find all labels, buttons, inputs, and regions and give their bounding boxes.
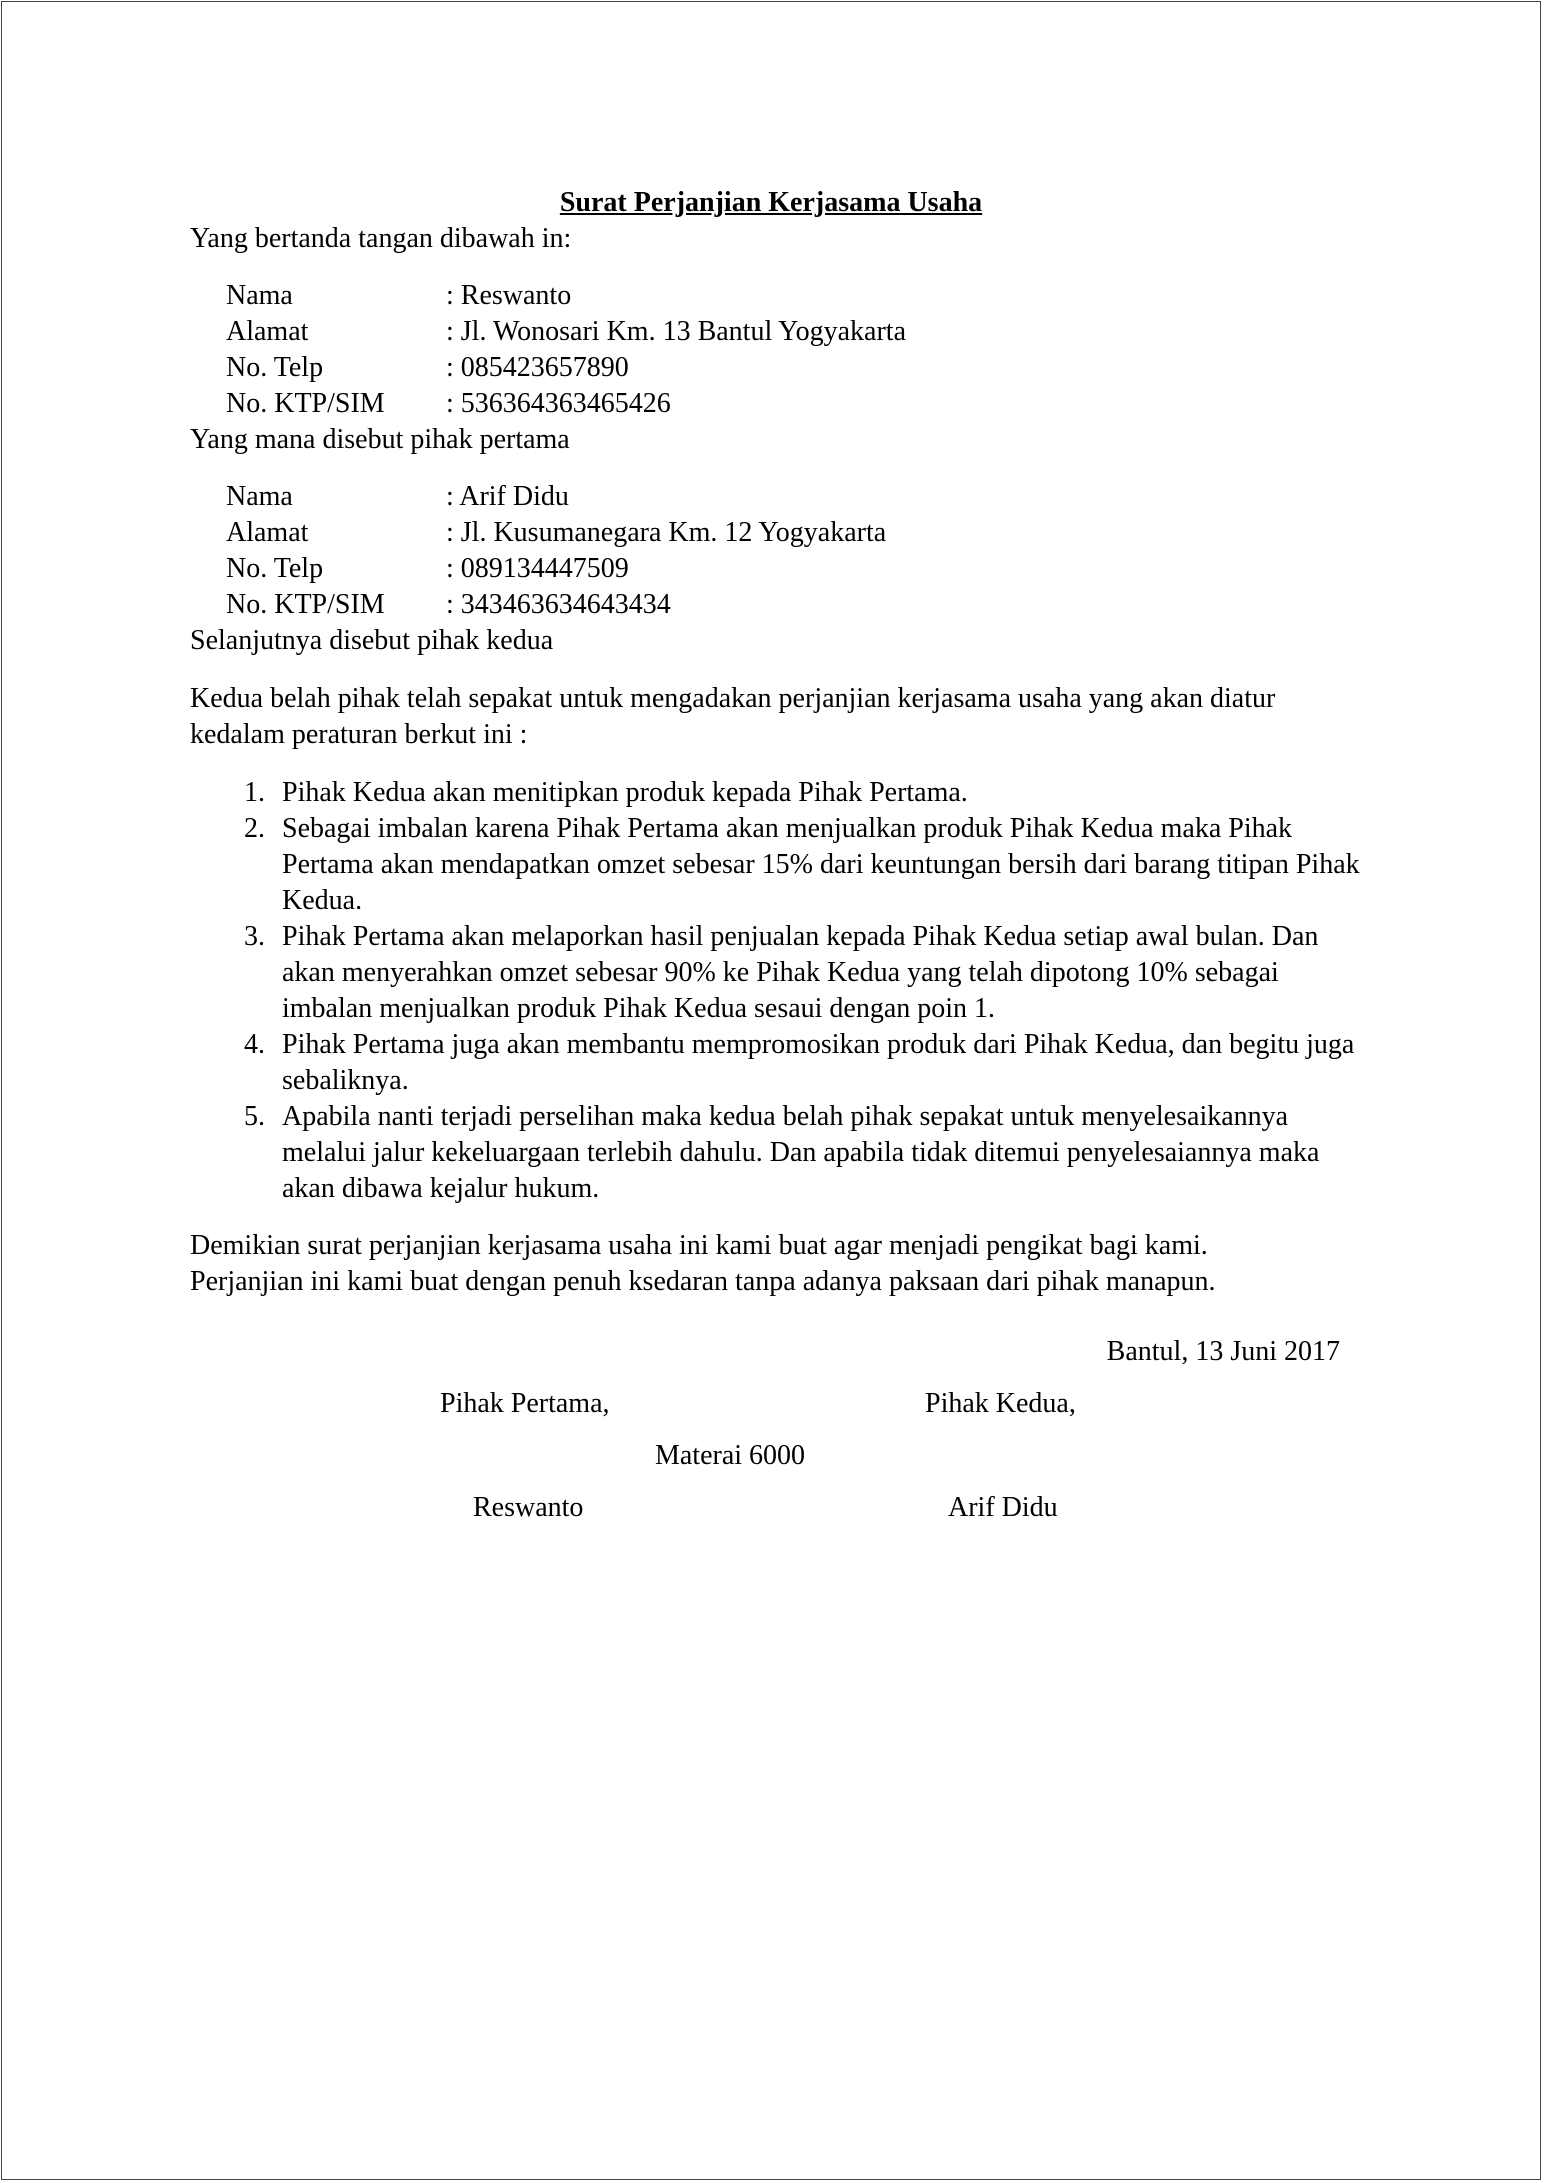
clause-list xyxy=(190,775,1360,1207)
agreement-letter xyxy=(190,185,1360,1526)
clause-number: 5. xyxy=(244,1101,265,1132)
field-value: : Jl. Kusumanegara Km. 12 Yogyakarta xyxy=(446,517,887,548)
clause-text: Pihak Pertama akan melaporkan hasil penjualan kepada Pihak Kedua setiap awal bulan. Dan akan menyerahkan omzet sebesar 90% ke Pihak Kedua yang telah dipotong 10% sebagai imbalan menjualkan produk Pihak Kedua sesaui dengan poin 1. xyxy=(282,921,1319,1024)
field-value: : Jl. Wonosari Km. 13 Bantul Yogyakarta xyxy=(446,316,906,347)
clause-number: 4. xyxy=(244,1029,265,1060)
party-two-id-row xyxy=(226,587,1360,623)
party-one-phone-row xyxy=(226,350,1360,386)
document-title: Surat Perjanjian Kerjasama Usaha xyxy=(559,187,983,218)
field-label: Alamat xyxy=(226,316,309,347)
clause-text: Sebagai imbalan karena Pihak Pertama akan menjualkan produk Pihak Kedua maka Pihak Pertama akan mendapatkan omzet sebesar 15% dari keuntungan bersih dari barang titipan Pihak Kedua. xyxy=(282,813,1360,916)
clause-text: Pihak Kedua akan menitipkan produk kepada Pihak Pertama. xyxy=(282,777,968,808)
field-label: No. Telp xyxy=(226,352,324,383)
field-label: No. KTP/SIM xyxy=(226,589,385,620)
party-one-id-row xyxy=(226,386,1360,422)
party-two-name-row xyxy=(226,479,1360,515)
clause-number: 2. xyxy=(244,813,265,844)
field-label: Nama xyxy=(226,481,293,512)
party-one-signature-label: Pihak Pertama, xyxy=(440,1388,610,1419)
field-value: : 089134447509 xyxy=(446,553,629,584)
intro-line: Yang bertanda tangan dibawah in: xyxy=(190,223,572,254)
list-item xyxy=(190,775,1360,811)
field-value: : 343463634643434 xyxy=(446,589,671,620)
party-one-address-row xyxy=(226,314,1360,350)
field-label: Alamat xyxy=(226,517,309,548)
agreement-intro: Kedua belah pihak telah sepakat untuk mengadakan perjanjian kerjasama usaha yang akan diatur kedalam peraturan berkut ini : xyxy=(190,683,1276,750)
party-two-designation: Selanjutnya disebut pihak kedua xyxy=(190,625,554,656)
party-two-phone-row xyxy=(226,551,1360,587)
party-two-signatory: Arif Didu xyxy=(948,1492,1058,1523)
clause-number: 3. xyxy=(244,921,265,952)
list-item xyxy=(190,811,1360,919)
field-label: No. Telp xyxy=(226,553,324,584)
clause-number: 1. xyxy=(244,777,265,808)
field-label: Nama xyxy=(226,280,293,311)
party-two-address-row xyxy=(226,515,1360,551)
party-one-signatory: Reswanto xyxy=(473,1492,584,1523)
field-value: : Reswanto xyxy=(446,280,572,311)
list-item xyxy=(190,1099,1360,1207)
place-date: Bantul, 13 Juni 2017 xyxy=(1106,1336,1340,1367)
list-item xyxy=(190,1027,1360,1099)
closing-statement: Demikian surat perjanjian kerjasama usaha ini kami buat agar menjadi pengikat bagi kami. xyxy=(190,1230,1208,1261)
party-two-identity xyxy=(226,479,1360,623)
party-one-designation: Yang mana disebut pihak pertama xyxy=(190,424,570,455)
party-two-signature-label: Pihak Kedua, xyxy=(925,1388,1076,1419)
party-one-name-row xyxy=(226,278,1360,314)
field-value: : 085423657890 xyxy=(446,352,629,383)
party-one-identity xyxy=(226,278,1360,422)
stamp-duty-label: Materai 6000 xyxy=(654,1440,806,1471)
signature-names xyxy=(190,1490,1360,1526)
signature-roles xyxy=(190,1386,1360,1422)
clause-text: Apabila nanti terjadi perselihan maka kedua belah pihak sepakat untuk menyelesaikannya melalui jalur kekeluargaan terlebih dahulu. Dan apabila tidak ditemui penyelesaiannya maka akan dibawa kejalur hukum. xyxy=(282,1101,1320,1204)
list-item xyxy=(190,919,1360,1027)
field-value: : 536364363465426 xyxy=(446,388,671,419)
clause-text: Pihak Pertama juga akan membantu mempromosikan produk dari Pihak Kedua, dan begitu juga sebaliknya. xyxy=(282,1029,1355,1096)
closing-statement-2: Perjanjian ini kami buat dengan penuh ksedaran tanpa adanya paksaan dari pihak manapun. xyxy=(190,1266,1216,1297)
field-label: No. KTP/SIM xyxy=(226,388,385,419)
field-value: : Arif Didu xyxy=(446,481,569,512)
